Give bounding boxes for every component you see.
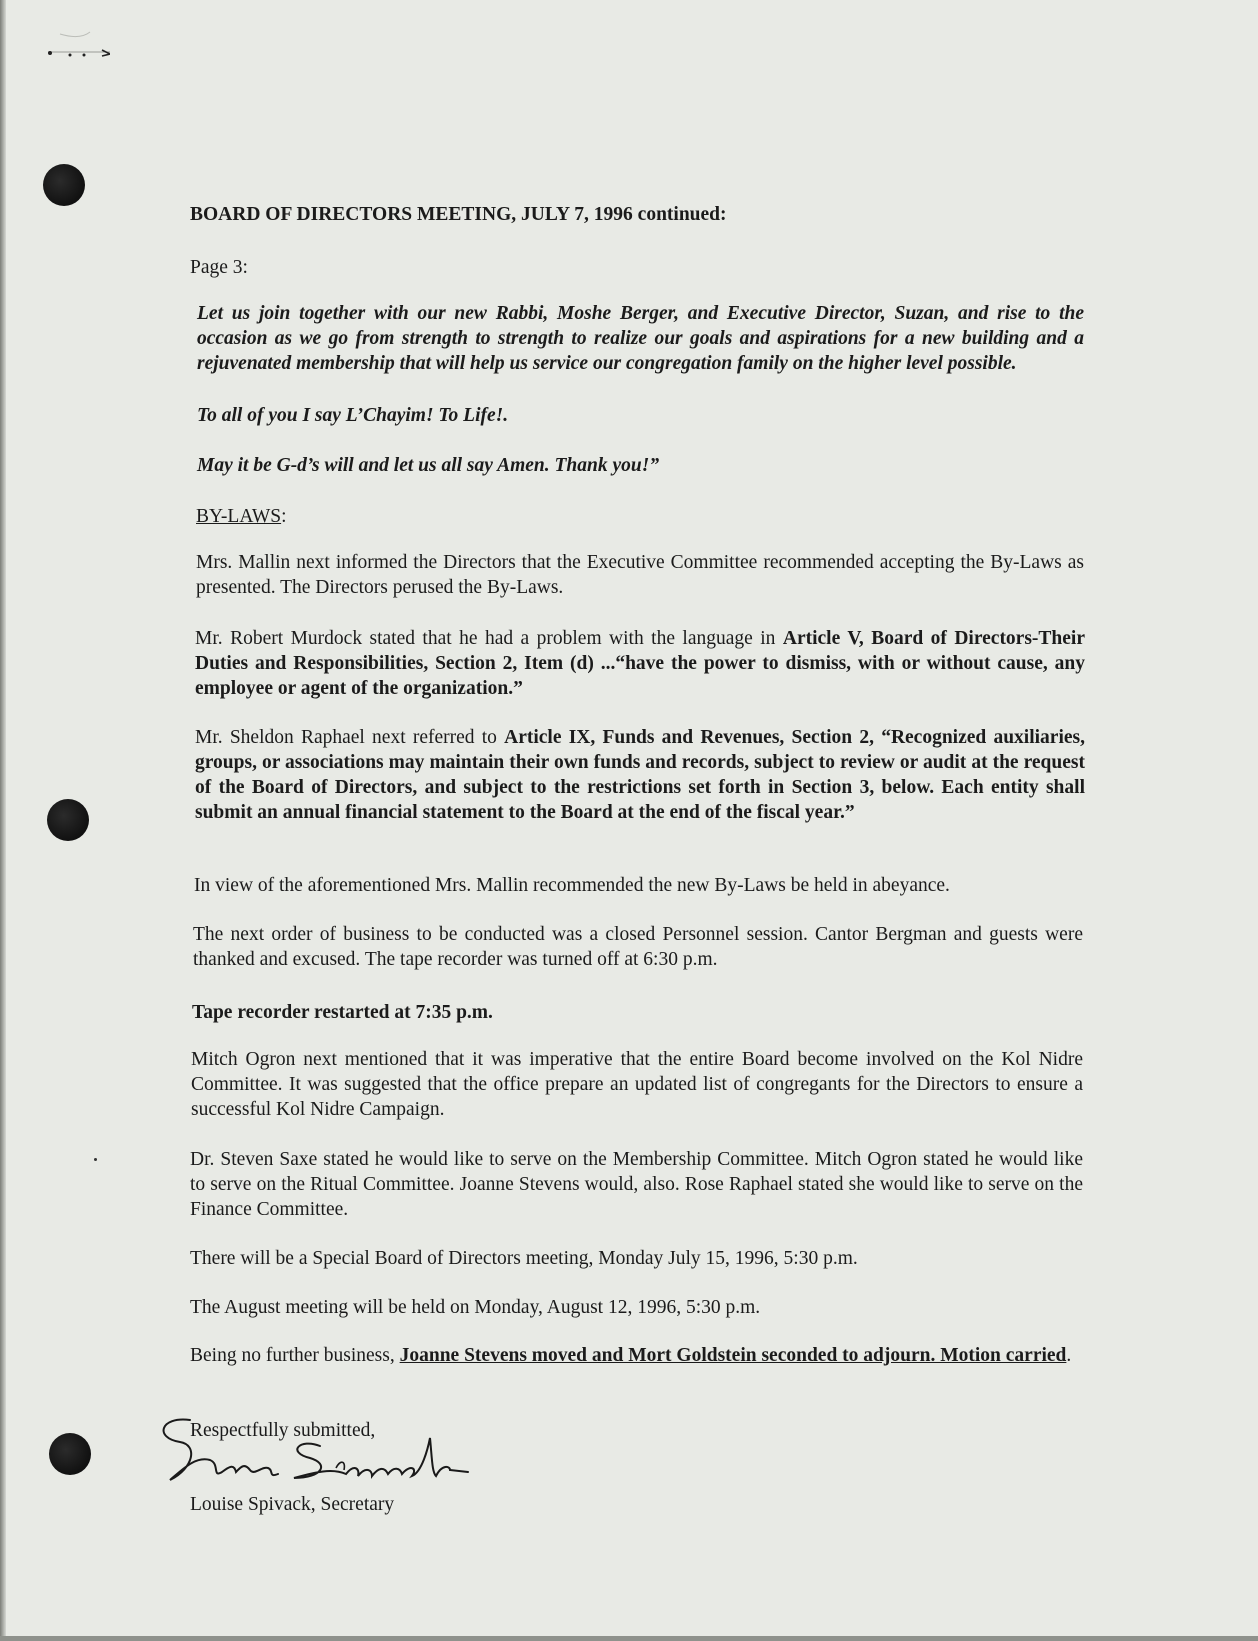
page-label: Page 3: [190,257,248,278]
handwritten-signature [150,1408,490,1488]
page-bottom-edge [0,1636,1258,1641]
punch-hole-middle [47,799,89,841]
paragraph-murdock [195,626,1085,701]
paper-speck [94,1158,97,1161]
bylaws-heading-colon: : [281,506,287,527]
bylaws-heading-line [196,504,1091,529]
page-left-edge [0,0,6,1641]
page-heading: BOARD OF DIRECTORS MEETING, JULY 7, 1996 continued: [190,204,727,225]
speech-paragraph-2: To all of you I say L’Chayim! To Life!. [197,405,509,426]
torn-corner-mark [20,30,110,70]
adjourn-end: . [1066,1345,1072,1366]
speech-paragraph-1: Let us join together with our new Rabbi, Moshe Berger, and Executive Director, Suzan, and rise to the occasion as we go from strength to strength to realize our goals and aspirations for a new building and a rejuvenated membership that will help us service our congregation family on the higher level possible. [197,303,1084,374]
bylaws-heading: BY-LAWS [196,506,282,527]
murdock-bold: Article V, Board of Directors-Their Duties and Responsibilities, Section 2, Item (d) ...“have the power to dismiss, with or without cause, any employee or agent of the organization.” [195,628,1086,699]
paragraph-abeyance: In view of the aforementioned Mrs. Mallin recommended the new By-Laws be held in abeyance. [194,875,950,896]
paragraph-kol-nidre: Mitch Ogron next mentioned that it was imperative that the entire Board become involved on the Kol Nidre Committee. It was suggested that the office prepare an updated list of congregants for the Directors to ensure a successful Kol Nidre Campaign. [191,1049,1083,1120]
paragraph-adjourn [190,1343,1082,1368]
murdock-plain: Mr. Robert Murdock stated that he had a problem with the language in [195,628,783,649]
paragraph-committees: Dr. Steven Saxe stated he would like to serve on the Membership Committee. Mitch Ogron stated he would like to serve on the Ritual Committee. Joanne Stevens would, also. Rose Raphael stated she would like to serve on the Finance Committee. [190,1149,1083,1220]
paragraph-august-meeting: The August meeting will be held on Monday, August 12, 1996, 5:30 p.m. [190,1297,761,1318]
closing-line: Respectfully submitted, [190,1420,376,1441]
adjourn-motion: Joanne Stevens moved and Mort Goldstein seconded to adjourn. Motion carried [399,1345,1067,1366]
paragraph-closed-session: The next order of business to be conducted was a closed Personnel session. Cantor Bergman and guests were thanked and excused. The tape recorder was turned off at 6:30 p.m. [193,924,1083,970]
paragraph-raphael [195,725,1085,825]
paragraph-restart: Tape recorder restarted at 7:35 p.m. [192,1002,493,1023]
raphael-plain: Mr. Sheldon Raphael next referred to [195,727,505,748]
speech-paragraph-3: May it be G-d’s will and let us all say Amen. Thank you!” [197,455,660,476]
paragraph-mallin: Mrs. Mallin next informed the Directors that the Executive Committee recommended accepting the By-Laws as presented. The Directors perused the By-Laws. [196,552,1084,598]
punch-hole-bottom [49,1433,91,1475]
adjourn-plain: Being no further business, [190,1345,400,1366]
punch-hole-top [43,164,85,206]
raphael-bold: Article IX, Funds and Revenues, Section 2, “Recognized auxiliaries, groups, or associations may maintain their own funds and records, subject to review or audit at the request of the Board of Directors, and subject to the restrictions set forth in Section 3, below. Each entity shall submit an annual financial statement to the Board at the end of the fiscal year.” [195,727,1085,823]
signatory-line: Louise Spivack, Secretary [190,1494,395,1515]
paragraph-special-meeting: There will be a Special Board of Directors meeting, Monday July 15, 1996, 5:30 p.m. [190,1248,858,1269]
